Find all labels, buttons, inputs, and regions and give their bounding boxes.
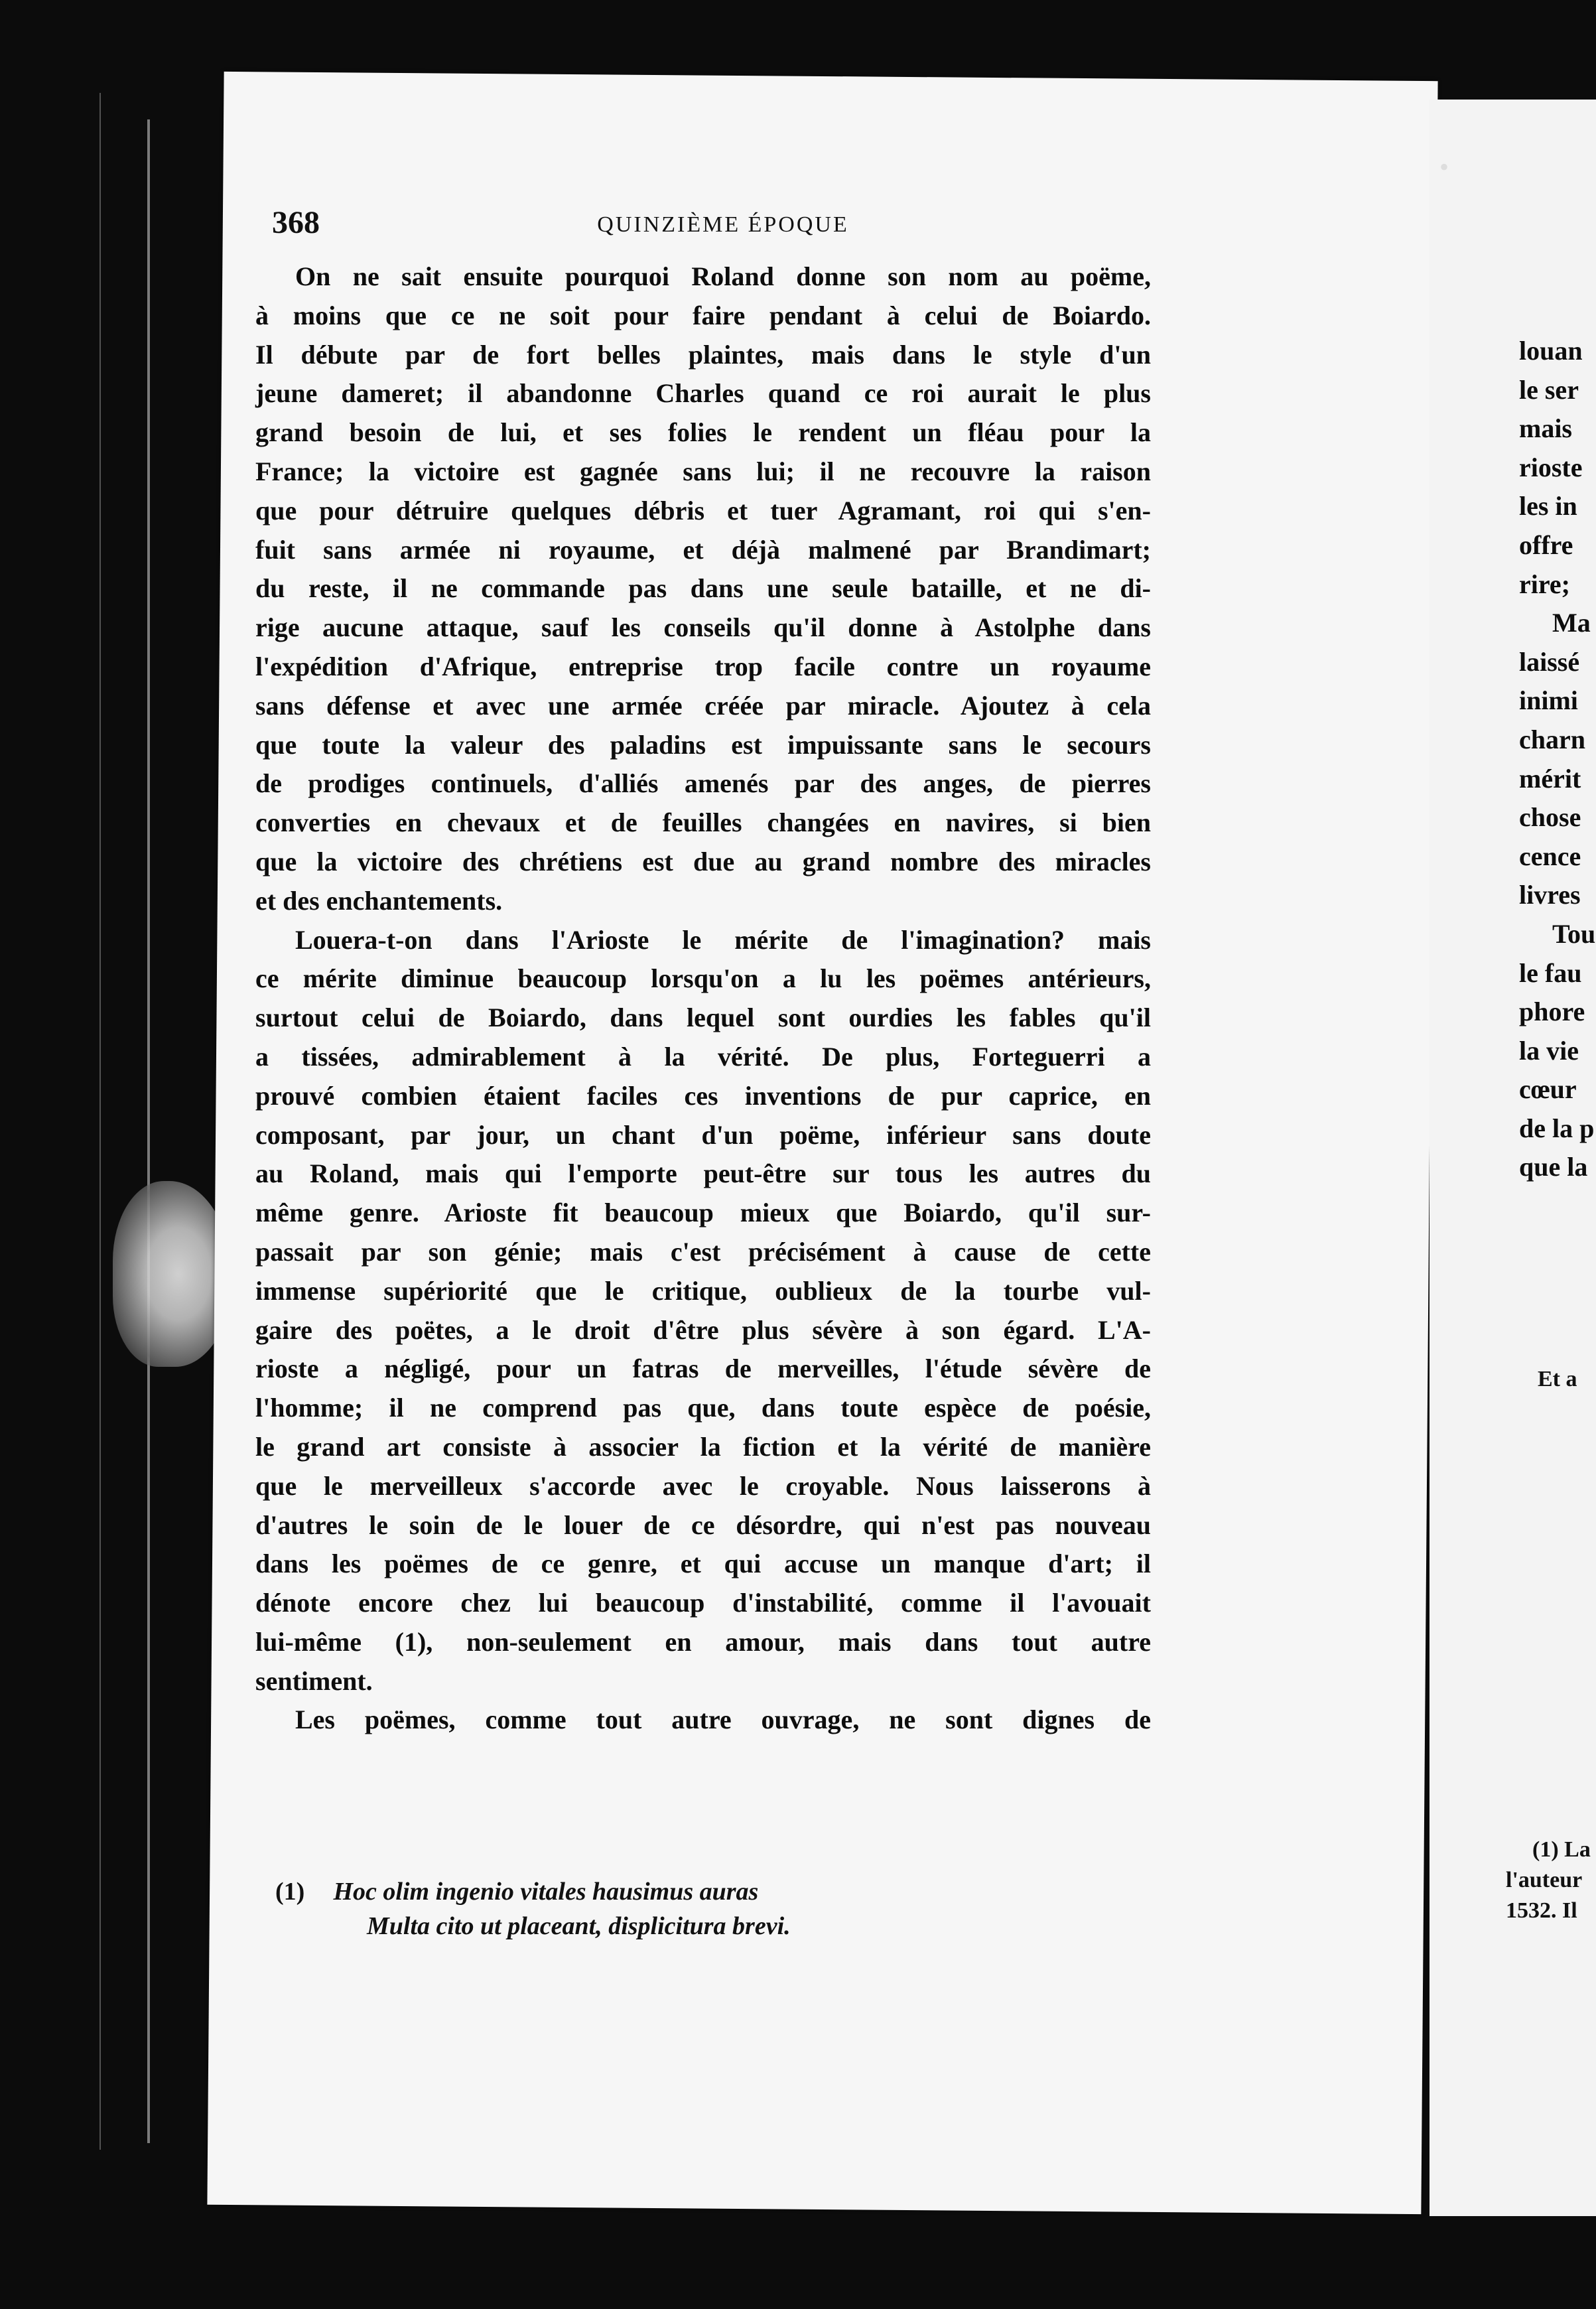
text-line: l'homme; il ne comprend pas que, dans toute espèce de poésie,: [255, 1393, 1151, 1423]
text-line: l'expédition d'Afrique, entreprise trop facile contre un royaume: [255, 651, 1151, 681]
facing-fragment: louan: [1519, 336, 1583, 366]
text-line: que le merveilleux s'accorde avec le croyable. Nous laisserons à: [255, 1470, 1151, 1501]
facing-fragment: chose: [1519, 802, 1581, 833]
facing-fragment: Tou: [1552, 918, 1596, 949]
facing-fragment: mais: [1519, 413, 1572, 444]
text-line: ce mérite diminue beaucoup lorsqu'on a lu les poëmes antérieurs,: [255, 963, 1151, 994]
text-line: le grand art consiste à associer la fiction et la vérité de manière: [255, 1431, 1151, 1462]
footnote-line-1: Hoc olim ingenio vitales hausimus auras: [333, 1878, 759, 1906]
facing-fragment: phore: [1519, 997, 1585, 1027]
text-line: de prodiges continuels, d'alliés amenés par des anges, de pierres: [255, 768, 1151, 799]
text-line: France; la victoire est gagnée sans lui; il ne recouvre la raison: [255, 456, 1151, 486]
facing-footnote-fragment: (1) La: [1532, 1837, 1591, 1862]
facing-fragment: laissé: [1519, 646, 1580, 677]
facing-fragment: offre: [1519, 529, 1573, 560]
facing-fragment: Ma: [1552, 608, 1591, 638]
footnote-marker: (1): [275, 1878, 305, 1906]
text-line: que pour détruire quelques débris et tuer Agramant, roi qui s'en-: [255, 495, 1151, 525]
text-line: passait par son génie; mais c'est précisément à cause de cette: [255, 1236, 1151, 1267]
facing-fragment: les in: [1519, 491, 1577, 522]
text-line: que la victoire des chrétiens est due au grand nombre des miracles: [255, 846, 1151, 876]
text-line: rige aucune attaque, sauf les conseils qu'il donne à Astolphe dans: [255, 612, 1151, 643]
facing-fragment: inimi: [1519, 685, 1578, 716]
facing-page-mark: •: [1439, 152, 1449, 182]
facing-fragment: le ser: [1519, 374, 1579, 405]
page-number: 368: [272, 205, 320, 240]
text-line: même genre. Arioste fit beaucoup mieux que Boiardo, qu'il sur-: [255, 1198, 1151, 1228]
text-line: Louera-t-on dans l'Arioste le mérite de l'imagination? mais: [295, 924, 1151, 955]
facing-fragment: charn: [1519, 724, 1585, 754]
facing-fragment: rioste: [1519, 452, 1583, 482]
text-line: sans défense et avec une armée créée par miracle. Ajoutez à cela: [255, 690, 1151, 721]
facing-page-footnote: [1506, 1835, 1591, 1926]
facing-page-text: [1519, 332, 1596, 1187]
text-line: sentiment.: [255, 1665, 373, 1696]
body-text: [255, 257, 1151, 1740]
text-line: du reste, il ne commande pas dans une seule bataille, et ne di-: [255, 573, 1151, 604]
facing-fragment: que la: [1519, 1152, 1588, 1182]
text-line: grand besoin de lui, et ses folies le rendent un fléau pour la: [255, 417, 1151, 448]
page-header: [272, 204, 1174, 251]
text-line: au Roland, mais qui l'emporte peut-être sur tous les autres du: [255, 1158, 1151, 1189]
text-line: dans les poëmes de ce genre, et qui accuse un manque d'art; il: [255, 1549, 1151, 1579]
left-scan-edge-inner: [100, 93, 101, 2150]
text-line: surtout celui de Boiardo, dans lequel sont ourdies les fables qu'il: [255, 1003, 1151, 1033]
facing-fragment: livres: [1519, 880, 1581, 910]
text-line: a tissées, admirablement à la vérité. De plus, Forteguerri a: [255, 1041, 1151, 1072]
facing-footnote-fragment: 1532. Il: [1506, 1898, 1577, 1923]
left-scan-edge: [147, 119, 150, 2143]
text-line: composant, par jour, un chant d'un poëme, inférieur sans doute: [255, 1119, 1151, 1150]
facing-fragment: de la p: [1519, 1113, 1595, 1143]
running-head: QUINZIÈME ÉPOQUE: [597, 212, 849, 237]
text-line: d'autres le soin de le louer de ce désordre, qui n'est pas nouveau: [255, 1509, 1151, 1540]
text-line: On ne sait ensuite pourquoi Roland donne son nom au poëme,: [295, 261, 1151, 291]
text-line: Les poëmes, comme tout autre ouvrage, ne sont dignes de: [295, 1705, 1151, 1735]
facing-fragment: la vie: [1519, 1035, 1579, 1066]
facing-fragment: rire;: [1519, 569, 1570, 599]
facing-fragment: cœur: [1519, 1074, 1577, 1105]
text-line: lui-même (1), non-seulement en amour, mais dans tout autre: [255, 1626, 1151, 1657]
facing-page-et: Et a: [1538, 1367, 1577, 1391]
text-line: prouvé combien étaient faciles ces inventions de pur caprice, en: [255, 1080, 1151, 1111]
text-line: et des enchantements.: [255, 885, 503, 916]
text-line: immense supériorité que le critique, oublieux de la tourbe vul-: [255, 1275, 1151, 1306]
facing-footnote-fragment: l'auteur: [1506, 1868, 1583, 1892]
text-line: dénote encore chez lui beaucoup d'instabilité, comme il l'avouait: [255, 1588, 1151, 1618]
text-line: rioste a négligé, pour un fatras de merveilles, l'étude sévère de: [255, 1354, 1151, 1384]
text-line: converties en chevaux et de feuilles changées en navires, si bien: [255, 807, 1151, 838]
footnote: [275, 1874, 1138, 1943]
text-line: Il débute par de fort belles plaintes, mais dans le style d'un: [255, 339, 1151, 370]
text-line: que toute la valeur des paladins est impuissante sans le secours: [255, 729, 1151, 760]
facing-fragment: le fau: [1519, 957, 1582, 988]
text-line: fuit sans armée ni royaume, et déjà malmené par Brandimart;: [255, 534, 1151, 565]
facing-fragment: cence: [1519, 841, 1581, 871]
text-line: à moins que ce ne soit pour faire pendant à celui de Boiardo.: [255, 300, 1151, 330]
text-line: jeune dameret; il abandonne Charles quand ce roi aurait le plus: [255, 378, 1151, 409]
facing-fragment: mérit: [1519, 763, 1581, 794]
text-line: gaire des poëtes, a le droit d'être plus sévère à son égard. L'A-: [255, 1314, 1151, 1345]
footnote-line-2: Multa cito ut placeant, displicitura brevi.: [367, 1912, 791, 1940]
